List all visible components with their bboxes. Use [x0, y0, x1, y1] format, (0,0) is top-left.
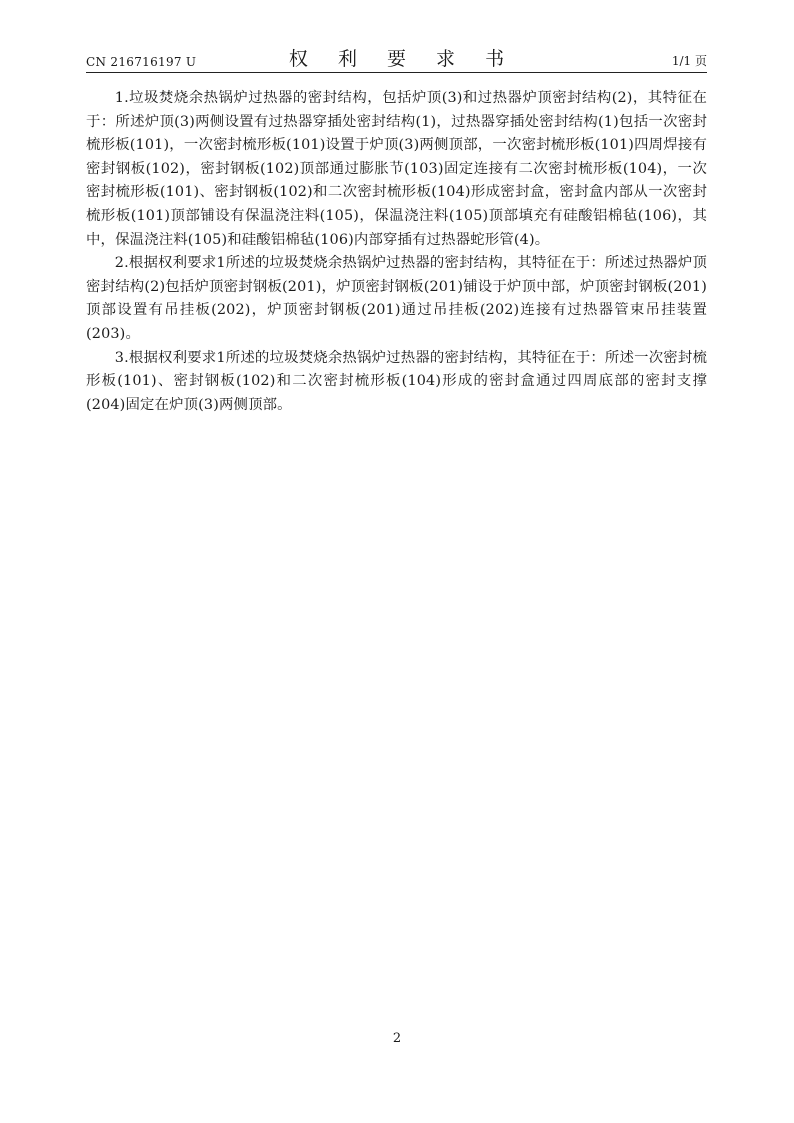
page-number: 2 — [392, 1031, 402, 1046]
page-count: 1/1 页 — [671, 54, 707, 68]
header-divider — [86, 72, 707, 73]
claim-2: 2.根据权利要求1所述的垃圾焚烧余热锅炉过热器的密封结构，其特征在于：所述过热器炉顶密封结构(2)包括炉顶密封钢板(201)，炉顶密封钢板(201)铺设于炉顶中部，炉顶密封钢板(201)顶部设置有吊挂板(202)，炉顶密封钢板(201)通过吊挂板(202)连接有过热器管束吊挂装置(203)。 — [86, 255, 707, 342]
claim-3: 3.根据权利要求1所述的垃圾焚烧余热锅炉过热器的密封结构，其特征在于：所述一次密封梳形板(101)、密封钢板(102)和二次密封梳形板(104)形成的密封盒通过四周底部的密封支撑(204)固定在炉顶(3)两侧顶部。 — [86, 349, 707, 413]
claims-body — [86, 87, 707, 417]
claim-1: 1.垃圾焚烧余热锅炉过热器的密封结构，包括炉顶(3)和过热器炉顶密封结构(2)，其特征在于：所述炉顶(3)两侧设置有过热器穿插处密封结构(1)，过热器穿插处密封结构(1)包括一次密封梳形板(101)，一次密封梳形板(101)设置于炉顶(3)两侧顶部，一次密封梳形板(101)四周焊接有密封钢板(102)，密封钢板(102)顶部通过膨胀节(103)固定连接有二次密封梳形板(104)，一次密封梳形板(101)、密封钢板(102)和二次密封梳形板(104)形成密封盒，密封盒内部从一次密封梳形板(101)顶部铺设有保温浇注料(105)，保温浇注料(105)顶部填充有硅酸铝棉毡(106)，其中，保温浇注料(105)和硅酸铝棉毡(106)内部穿插有过热器蛇形管(4)。 — [86, 90, 707, 248]
publication-number: CN 216716197 U — [86, 55, 197, 69]
document-title: 权 利 要 求 书 — [288, 48, 517, 70]
page-header — [86, 42, 707, 72]
